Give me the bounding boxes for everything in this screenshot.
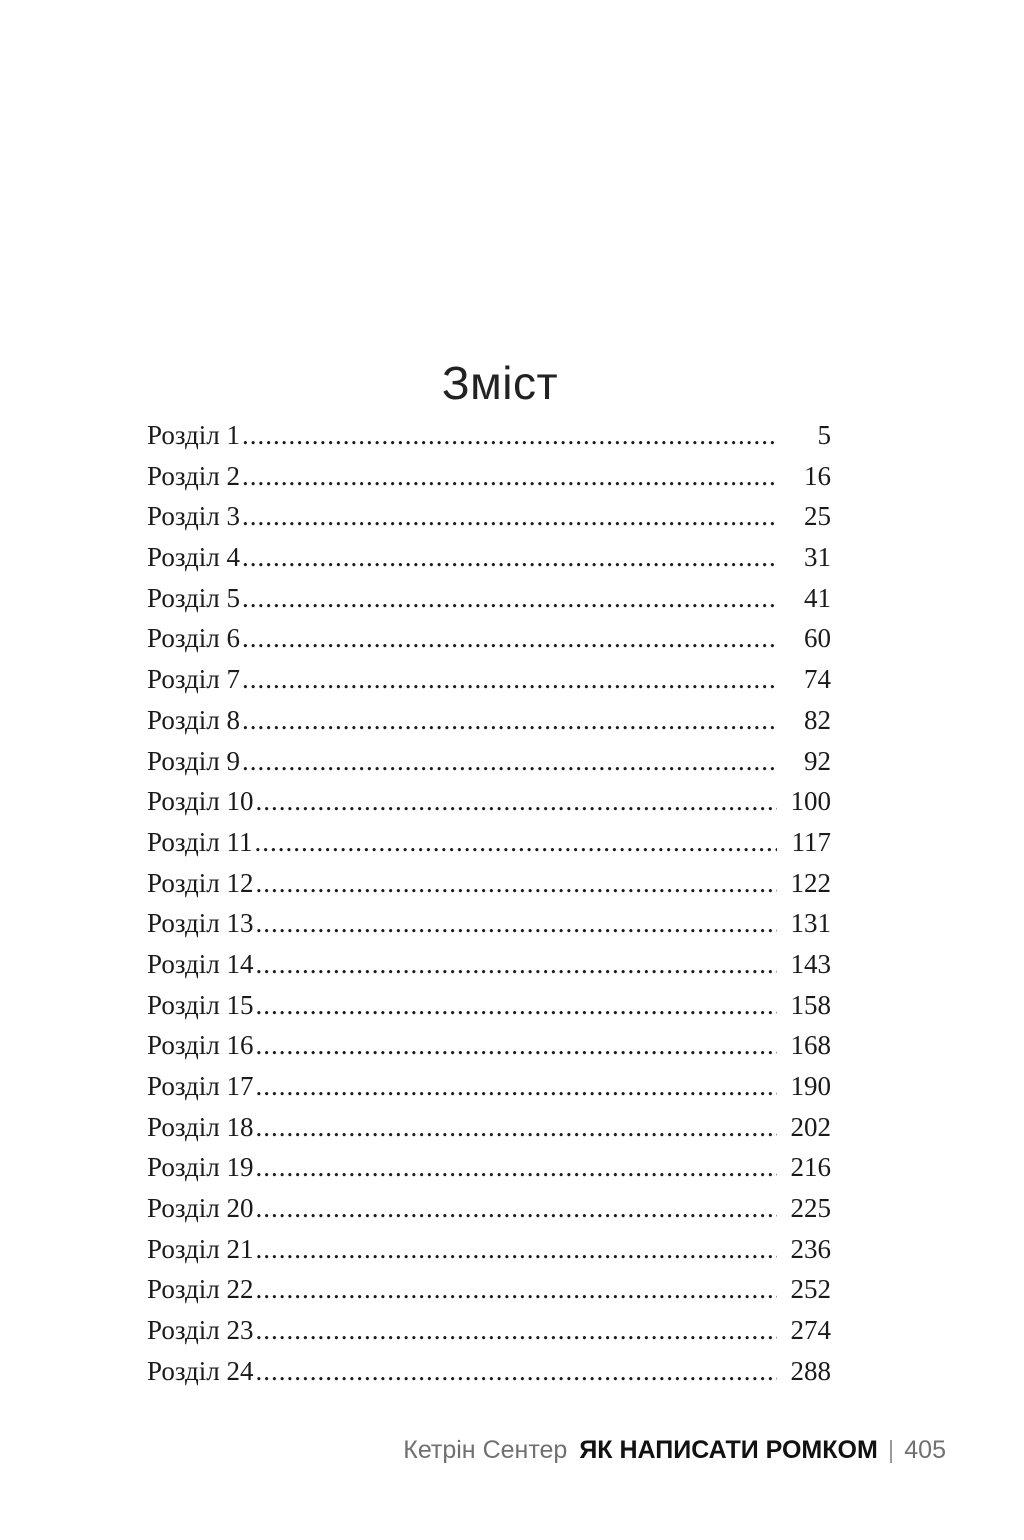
toc-dot-leader bbox=[255, 1193, 777, 1224]
toc-entry-page: 25 bbox=[804, 501, 831, 532]
toc-dot-leader bbox=[242, 583, 777, 614]
toc-entry bbox=[147, 1356, 831, 1397]
toc-entry-page: 117 bbox=[791, 826, 831, 857]
toc-entry-label: Розділ 19 bbox=[147, 1152, 254, 1183]
toc-dot-leader bbox=[254, 827, 777, 858]
toc-entry bbox=[147, 1152, 831, 1193]
toc-dot-leader bbox=[242, 705, 777, 736]
toc-entry-page: 74 bbox=[804, 664, 831, 695]
toc-entry-label: Розділ 5 bbox=[147, 582, 240, 613]
toc-entry-label: Розділ 4 bbox=[147, 542, 240, 573]
toc-entry-label: Розділ 20 bbox=[147, 1193, 254, 1224]
toc-entry-page: 16 bbox=[804, 460, 831, 491]
toc-entry-label: Розділ 9 bbox=[147, 745, 240, 776]
toc-entry bbox=[147, 1193, 831, 1234]
toc-entry bbox=[147, 990, 831, 1031]
toc-dot-leader bbox=[242, 623, 777, 654]
toc-entry bbox=[147, 827, 831, 868]
toc-entry-page: 158 bbox=[790, 989, 831, 1020]
toc-entry bbox=[147, 501, 831, 542]
toc-entry bbox=[147, 746, 831, 787]
toc-entry bbox=[147, 908, 831, 949]
toc-entry-label: Розділ 21 bbox=[147, 1233, 254, 1264]
toc-entry-label: Розділ 17 bbox=[147, 1071, 254, 1101]
toc-dot-leader bbox=[255, 1112, 777, 1143]
toc-entry-label: Розділ 13 bbox=[147, 908, 254, 939]
page-title: Зміст bbox=[441, 356, 559, 409]
toc-entry-page: 143 bbox=[790, 948, 831, 979]
toc-entry bbox=[147, 583, 831, 624]
running-footer bbox=[403, 1436, 946, 1465]
toc-entry bbox=[147, 542, 831, 583]
toc-entry-label: Розділ 22 bbox=[147, 1274, 254, 1305]
toc-entry-label: Розділ 24 bbox=[147, 1355, 254, 1386]
footer-page-number: 405 bbox=[904, 1436, 946, 1464]
toc-entry bbox=[147, 664, 831, 705]
toc-dot-leader bbox=[242, 746, 777, 777]
toc-entry-page: 82 bbox=[804, 704, 831, 735]
toc-entry-page: 202 bbox=[790, 1111, 831, 1142]
toc-entry-label: Розділ 12 bbox=[147, 867, 254, 898]
toc-dot-leader bbox=[255, 990, 777, 1021]
toc-dot-leader bbox=[255, 786, 777, 817]
toc-dot-leader bbox=[255, 908, 777, 939]
toc-entry-label: Розділ 18 bbox=[147, 1111, 254, 1142]
toc-dot-leader bbox=[242, 420, 777, 451]
toc-entry bbox=[147, 1315, 831, 1356]
toc-entry bbox=[147, 420, 831, 461]
toc-entry-page: 131 bbox=[790, 908, 831, 939]
toc-dot-leader bbox=[255, 1234, 777, 1265]
toc-entry-label: Розділ 1 bbox=[147, 420, 240, 450]
footer-separator: | bbox=[887, 1436, 895, 1464]
toc-entry bbox=[147, 1234, 831, 1275]
toc-entry-page: 190 bbox=[790, 1071, 831, 1101]
toc-entry-label: Розділ 2 bbox=[147, 460, 240, 491]
toc-dot-leader bbox=[255, 1152, 777, 1183]
toc-entry-label: Розділ 6 bbox=[147, 623, 240, 654]
toc-dot-leader bbox=[255, 1071, 777, 1102]
toc-entry-label: Розділ 16 bbox=[147, 1030, 254, 1061]
toc-dot-leader bbox=[255, 868, 777, 899]
toc-dot-leader bbox=[255, 1315, 777, 1346]
toc-entry-page: 60 bbox=[804, 623, 831, 654]
toc-entry-page: 5 bbox=[817, 420, 831, 450]
toc-entry-page: 92 bbox=[804, 745, 831, 776]
toc-entry-page: 252 bbox=[790, 1274, 831, 1305]
toc-entry bbox=[147, 949, 831, 990]
toc-dot-leader bbox=[255, 1356, 777, 1387]
toc-entry bbox=[147, 623, 831, 664]
toc-entry bbox=[147, 1071, 831, 1112]
toc-entry-page: 236 bbox=[790, 1233, 831, 1264]
toc-entry bbox=[147, 705, 831, 746]
toc-entry bbox=[147, 868, 831, 909]
toc-entry-label: Розділ 14 bbox=[147, 948, 254, 979]
toc-entry-page: 122 bbox=[790, 867, 831, 898]
table-of-contents bbox=[147, 420, 831, 1397]
toc-entry-page: 216 bbox=[790, 1152, 831, 1183]
footer-book-title: ЯК НАПИСАТИ РОМКОМ bbox=[579, 1436, 878, 1464]
toc-dot-leader bbox=[242, 501, 777, 532]
toc-entry-page: 31 bbox=[804, 542, 831, 573]
toc-entry-label: Розділ 15 bbox=[147, 989, 254, 1020]
toc-entry-label: Розділ 10 bbox=[147, 786, 254, 817]
toc-dot-leader bbox=[255, 1030, 777, 1061]
toc-dot-leader bbox=[242, 664, 777, 695]
toc-entry-label: Розділ 23 bbox=[147, 1315, 254, 1346]
toc-dot-leader bbox=[242, 461, 777, 492]
toc-entry-page: 274 bbox=[790, 1315, 831, 1346]
toc-entry bbox=[147, 461, 831, 502]
toc-entry-page: 225 bbox=[790, 1193, 831, 1224]
toc-entry bbox=[147, 1030, 831, 1071]
toc-entry-label: Розділ 7 bbox=[147, 664, 240, 695]
toc-entry-page: 100 bbox=[790, 786, 831, 817]
toc-entry-label: Розділ 11 bbox=[147, 826, 253, 857]
footer-author: Кетрін Сентер bbox=[403, 1436, 568, 1464]
toc-entry bbox=[147, 786, 831, 827]
toc-dot-leader bbox=[255, 1274, 777, 1305]
toc-entry-label: Розділ 3 bbox=[147, 501, 240, 532]
toc-dot-leader bbox=[255, 949, 777, 980]
toc-entry-page: 288 bbox=[790, 1355, 831, 1386]
toc-dot-leader bbox=[242, 542, 777, 573]
toc-entry-page: 168 bbox=[790, 1030, 831, 1061]
toc-entry-page: 41 bbox=[804, 582, 831, 613]
toc-entry-label: Розділ 8 bbox=[147, 704, 240, 735]
toc-entry bbox=[147, 1274, 831, 1315]
toc-entry bbox=[147, 1112, 831, 1153]
